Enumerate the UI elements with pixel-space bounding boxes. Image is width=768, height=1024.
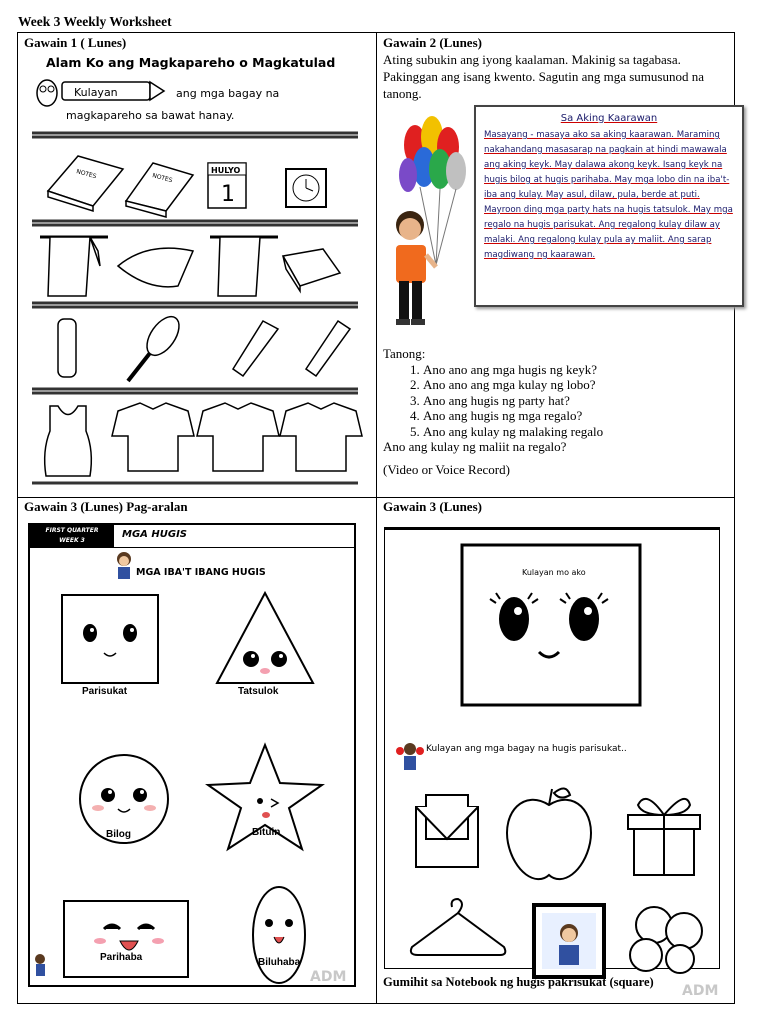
question-item: 3. Ano ang hugis ng party hat? (423, 393, 733, 409)
instruction-b: magkapareho sa bawat hanay. (66, 109, 235, 122)
shape-label-circle: Bilog (106, 829, 131, 840)
shape-label-triangle: Tatsulok (238, 686, 279, 697)
grid-divider-horizontal (18, 497, 734, 498)
box-label: Kulayan mo ako (522, 568, 586, 577)
story-title: Sa Aking Kaarawan (560, 113, 658, 124)
worksheet-grid (17, 32, 735, 1004)
envelope-icon (416, 795, 478, 867)
grid-divider-vertical (376, 33, 377, 1003)
towel-icon (283, 249, 340, 291)
story-box (474, 105, 744, 307)
crayon-label: Kulayan (74, 86, 118, 99)
oval-shape (253, 887, 305, 983)
notebook-icon (48, 156, 123, 211)
quarter-line-a: FIRST QUARTER (45, 527, 99, 534)
notebook1-label: NOTES (75, 168, 98, 181)
polo-shirt-icon (280, 403, 362, 471)
notebook-icon (126, 163, 193, 217)
adm-watermark: ADM (310, 969, 347, 985)
question-list (383, 362, 733, 440)
teacher-avatar-icon (35, 954, 45, 976)
record-note: (Video or Voice Record) (383, 462, 510, 477)
towel-icon (40, 237, 108, 296)
shape-label-oval: Biluhaba (258, 957, 301, 968)
calendar-day: 1 (221, 182, 235, 207)
triangle-shape (217, 593, 313, 683)
towel-icon (210, 237, 278, 296)
worksheet-title: Week 3 Weekly Worksheet (18, 14, 172, 29)
question-item: 5. Ano ang kulay ng malaking regalo (423, 424, 733, 440)
quarter-line-b: WEEK 3 (59, 537, 85, 544)
tanong-label: Tanong: (383, 346, 426, 361)
gift-icon (628, 799, 700, 875)
last-question: Ano ang kulay ng maliit na regalo? (383, 439, 567, 454)
subheading: MGA IBA'T IBANG HUGIS (136, 567, 266, 578)
hanger-icon (411, 899, 505, 955)
shape-label-rectangle: Parihaba (100, 952, 143, 963)
matching-activity (28, 51, 368, 491)
activity-heading: Alam Ko ang Magkapareho o Magkatulad (46, 55, 336, 70)
calendar-icon (208, 163, 246, 208)
coloring-instruction: Kulayan ang mga bagay na hugis parisukat.. (426, 744, 627, 754)
comb-icon (306, 321, 350, 376)
banner-title: MGA HUGIS (122, 529, 187, 540)
apple-icon (507, 788, 591, 879)
question-item: 1. Ano ano ang mga hugis ng keyk? (423, 362, 733, 378)
shape-label-star: Bituin (252, 827, 281, 838)
tank-top-icon (45, 406, 92, 476)
marbles-icon (630, 907, 702, 973)
cell4-footer: Gumihit sa Notebook ng hugis pakrisukat (square) (383, 975, 654, 989)
picture-frame-icon (534, 905, 604, 977)
balloons-icon (399, 116, 466, 265)
questions-block (383, 346, 733, 455)
cell1-header: Gawain 1 ( Lunes) (24, 35, 127, 50)
cell3-header: Gawain 3 (Lunes) Pag-aralan (24, 499, 188, 514)
boy-icon (396, 211, 436, 325)
question-item: 4. Ano ang hugis ng mga regalo? (423, 408, 733, 424)
clock-icon (286, 169, 326, 207)
comb-icon (233, 321, 278, 376)
cell4-header: Gawain 3 (Lunes) (383, 499, 482, 514)
shape-label-square: Parisukat (82, 686, 128, 697)
adm-watermark: ADM (682, 983, 719, 999)
cell2-intro: Ating subukin ang iyong kaalaman. Makinig sa tagabasa. Pakinggan ang isang kwento. Sagutin ang mga sumusunod na tanong. (383, 52, 704, 101)
square-shape (62, 595, 158, 683)
story-text: Masayang - masaya ako sa aking kaarawan. Maraming nakahandang masasarap na pagkain at hindi mawawala ang aking keyk. May dalawa akong keyk. Isang keyk na hugis bilog at hugis parihaba. May mga lobo din na iba't-iba ang kulay. May asul, dilaw, pula, berde at puti. Mayroon ding mga party hats na hugis tatsulok. May mga regalo na hugis parisukat. Ang regalong kulay dilaw ay malaki. Ang regalong kulay pula ay maliit. Ang sarap magdiwang ng kaarawan. (484, 130, 733, 260)
polo-shirt-icon (112, 403, 194, 471)
shapes-illustration (28, 523, 356, 987)
teacher-avatar-icon (396, 743, 424, 770)
instruction-a: ang mga bagay na (176, 87, 280, 100)
teacher-avatar-icon (117, 552, 131, 579)
polo-shirt-icon (197, 403, 279, 471)
towel-icon (118, 248, 193, 287)
brush-icon (128, 311, 185, 381)
crayon-icon (62, 82, 164, 100)
comb-icon (58, 319, 76, 377)
notebook2-label: NOTES (151, 172, 174, 185)
question-item: 2. Ano ano ang mga kulay ng lobo? (423, 377, 733, 393)
birthday-boy-illustration (380, 105, 475, 345)
owl-icon (37, 80, 57, 106)
cell2-header: Gawain 2 (Lunes) (383, 35, 482, 50)
rectangle-shape (64, 901, 188, 977)
calendar-month: HULYO (211, 166, 241, 175)
